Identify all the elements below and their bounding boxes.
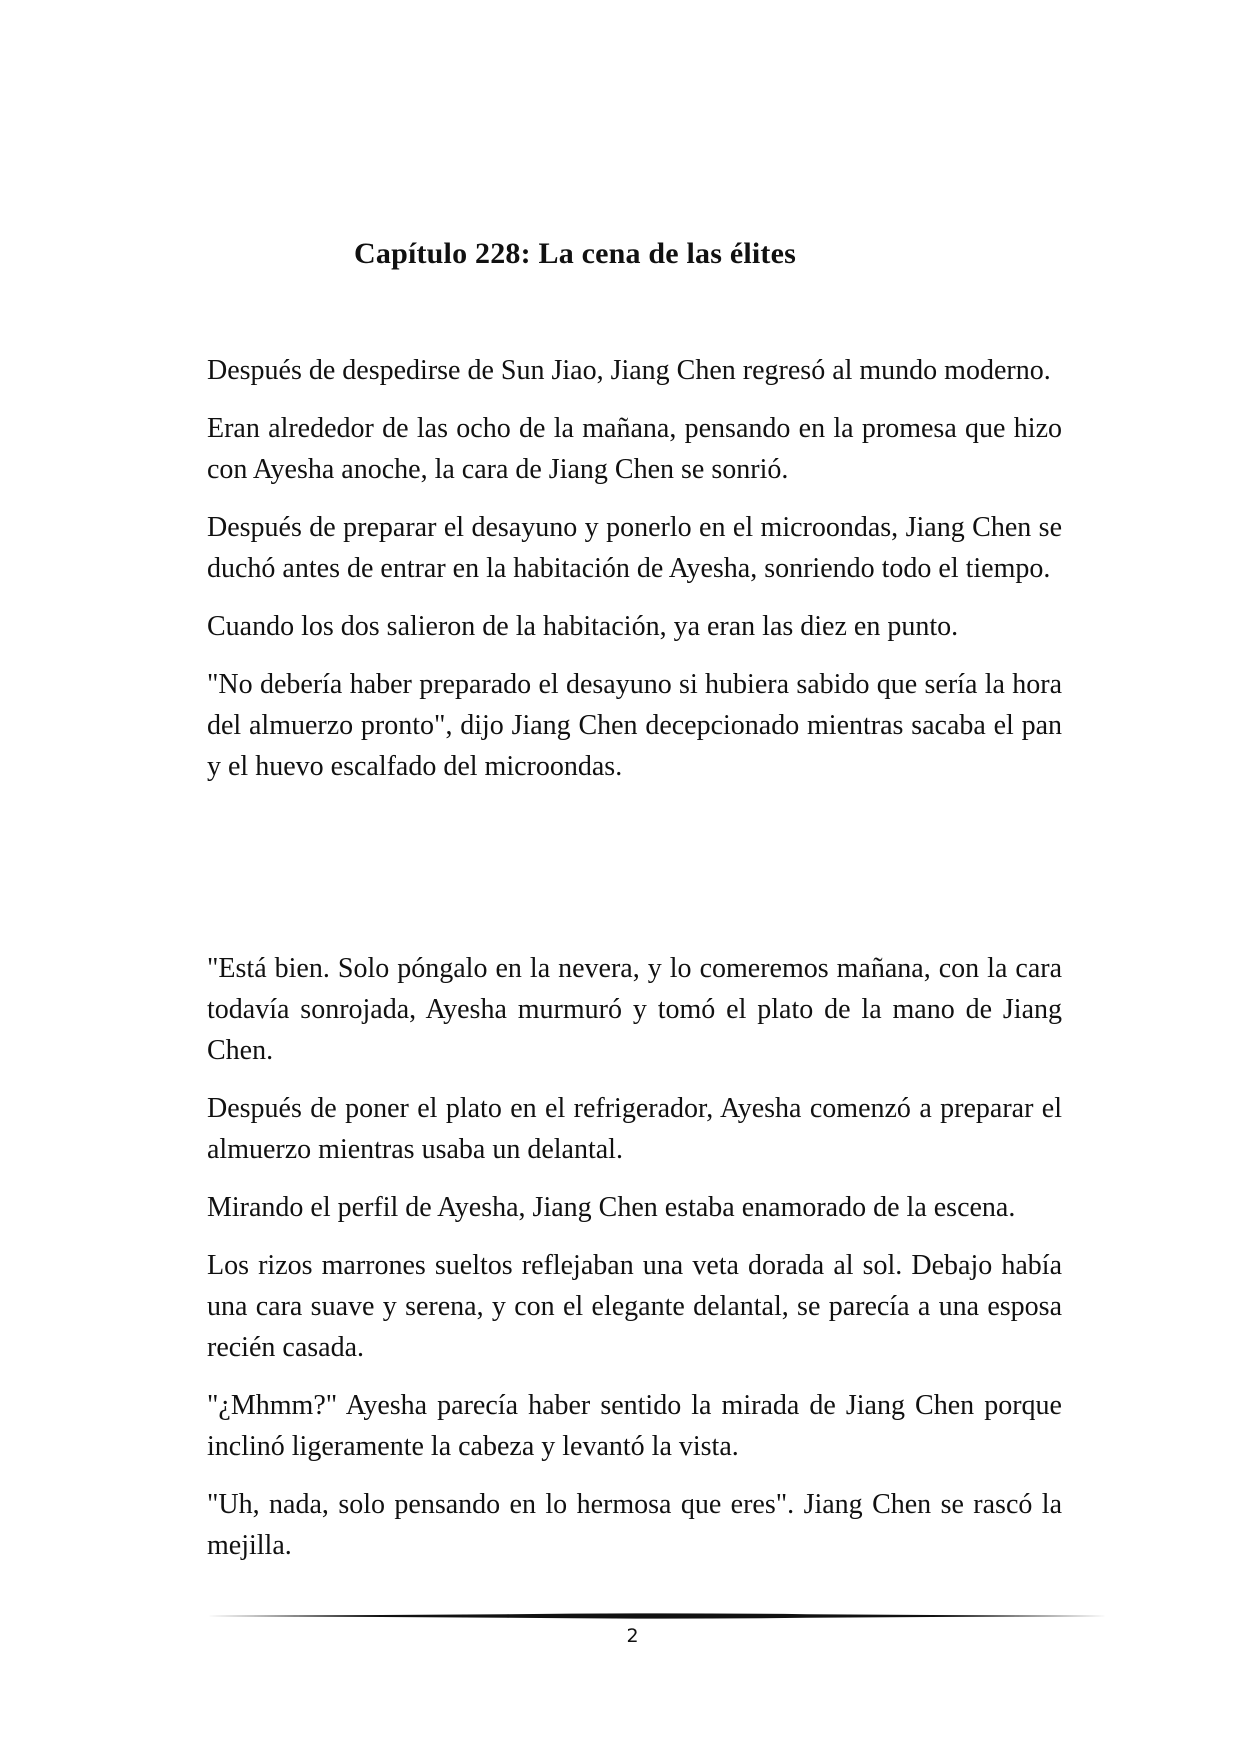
paragraph: Después de despedirse de Sun Jiao, Jiang Chen regresó al mundo moderno. bbox=[207, 355, 1051, 386]
body-section-one bbox=[207, 350, 1062, 804]
paragraph: Cuando los dos salieron de la habitación, ya eran las diez en punto. bbox=[207, 611, 959, 642]
paragraph: Después de preparar el desayuno y ponerlo en el microondas, Jiang Chen se duchó antes de entrar en la habitación de Ayesha, sonriendo todo el tiempo. bbox=[207, 512, 1062, 584]
body-section-two bbox=[207, 948, 1062, 1583]
chapter-title: Capítulo 228: La cena de las élites bbox=[354, 237, 796, 270]
paragraph: Los rizos marrones sueltos reflejaban una veta dorada al sol. Debajo había una cara suave y serena, y con el elegante delantal, se parecía a una esposa recién casada. bbox=[207, 1250, 1062, 1363]
paragraph: "Está bien. Solo póngalo en la nevera, y lo comeremos mañana, con la cara todavía sonrojada, Ayesha murmuró y tomó el plato de la mano de Jiang Chen. bbox=[207, 953, 1062, 1066]
footer-rule bbox=[207, 1612, 1107, 1620]
paragraph: "No debería haber preparado el desayuno si hubiera sabido que sería la hora del almuerzo pronto", dijo Jiang Chen decepcionado mientras sacaba el pan y el huevo escalfado del microondas. bbox=[207, 669, 1062, 782]
paragraph: Después de poner el plato en el refrigerador, Ayesha comenzó a preparar el almuerzo mientras usaba un delantal. bbox=[207, 1093, 1062, 1165]
paragraph: Mirando el perfil de Ayesha, Jiang Chen estaba enamorado de la escena. bbox=[207, 1192, 1016, 1223]
paragraph: "Uh, nada, solo pensando en lo hermosa que eres". Jiang Chen se rascó la mejilla. bbox=[207, 1489, 1062, 1561]
paragraph: "¿Mhmm?" Ayesha parecía haber sentido la mirada de Jiang Chen porque inclinó ligeramente la cabeza y levantó la vista. bbox=[207, 1390, 1062, 1462]
paragraph: Eran alrededor de las ocho de la mañana, pensando en la promesa que hizo con Ayesha anoche, la cara de Jiang Chen se sonrió. bbox=[207, 413, 1062, 485]
page-number: 2 bbox=[626, 1625, 639, 1647]
